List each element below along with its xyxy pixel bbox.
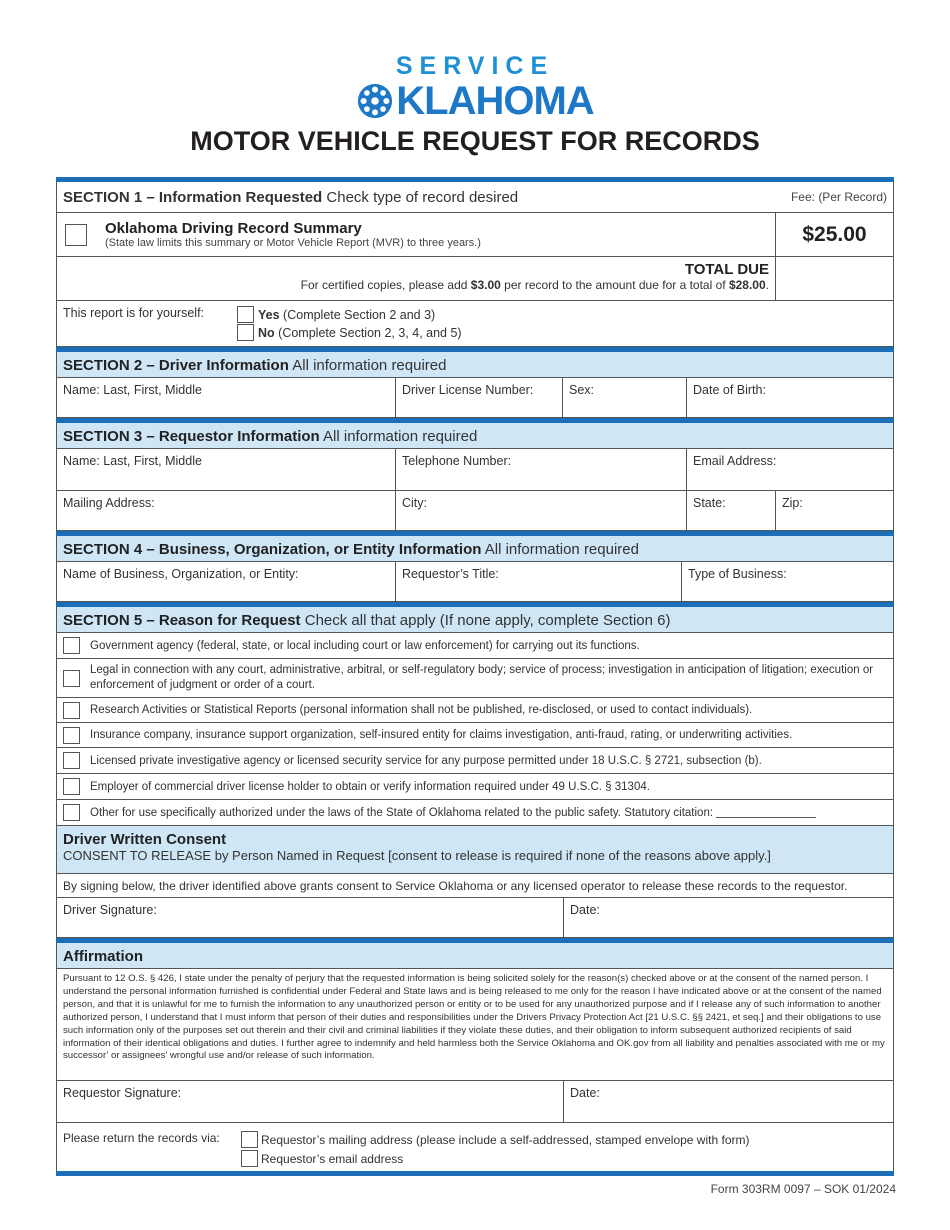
reason-item <box>56 698 894 723</box>
return-email-label: Requestor’s email address <box>261 1151 404 1166</box>
logo-oklahoma-text: KLAHOMA <box>396 79 594 123</box>
return-mail-label: Requestor’s mailing address (please include a self-addressed, stamped envelope with form) <box>261 1132 750 1147</box>
section4-subheading: All information required <box>484 541 639 558</box>
return-method-label: Please return the records via: <box>63 1131 220 1145</box>
section2-subheading: All information required <box>292 357 447 374</box>
business-name-field[interactable]: Name of Business, Organization, or Entity: <box>57 562 396 601</box>
driver-signature-date-field[interactable]: Date: <box>570 903 600 917</box>
service-oklahoma-logo <box>0 52 950 122</box>
fee-label: Fee: (Per Record) <box>790 190 887 204</box>
driver-signature-row <box>56 898 894 938</box>
total-due-row <box>56 257 894 301</box>
self-report-label: This report is for yourself: <box>63 306 205 320</box>
statutory-citation-field[interactable] <box>716 808 816 818</box>
section5-subheading: Check all that apply (If none apply, complete Section 6) <box>304 612 671 629</box>
reason-label: Employer of commercial driver license holder to obtain or verify information required under 49 U.S.C. § 31304. <box>90 780 650 793</box>
reason-government-checkbox[interactable] <box>63 637 80 654</box>
record-option-row <box>56 213 894 257</box>
section1-header <box>56 182 894 213</box>
reason-label: Legal in connection with any court, administrative, arbitral, or self-regulatory body; service of process; investigation in anticipation of litigation; execution or enforcement of judgment or order of a court. <box>90 664 874 691</box>
driver-sex-field[interactable]: Sex: <box>563 378 687 417</box>
section3-header <box>56 423 894 449</box>
self-no-label: No <box>258 325 275 340</box>
section1-subheading: Check type of record desired <box>326 188 519 206</box>
requestor-signature-row <box>56 1081 894 1123</box>
page-title: MOTOR VEHICLE REQUEST FOR RECORDS <box>190 126 760 156</box>
reason-item <box>56 723 894 748</box>
reason-label: Government agency (federal, state, or local including court or law enforcement) for carrying out its functions. <box>90 639 640 652</box>
section4-header <box>56 536 894 562</box>
section5-header <box>56 607 894 633</box>
driver-license-field[interactable]: Driver License Number: <box>396 378 563 417</box>
reason-legal-checkbox[interactable] <box>63 670 80 687</box>
total-due-label: TOTAL DUE <box>684 261 769 278</box>
consent-header <box>56 826 894 874</box>
reason-label: Other for use specifically authorized under the laws of the State of Oklahoma related to the public safety. Statutory citation: <box>90 806 714 819</box>
business-row <box>56 562 894 602</box>
reason-other-checkbox[interactable] <box>63 804 80 821</box>
requestor-row-2 <box>56 491 894 531</box>
oklahoma-star-icon <box>356 82 394 120</box>
requestor-signature-date-field[interactable]: Date: <box>570 1086 600 1100</box>
logo-service-text: SERVICE <box>395 52 555 80</box>
driver-info-row <box>56 378 894 418</box>
reason-employer-checkbox[interactable] <box>63 778 80 795</box>
reason-label: Licensed private investigative agency or licensed security service for any purpose permitted under 18 U.S.C. § 2721, subsection (b). <box>90 754 762 767</box>
driver-signature-field[interactable]: Driver Signature: <box>57 898 564 937</box>
requestor-email-field[interactable]: Email Address: <box>693 454 777 468</box>
records-request-form <box>56 177 894 1176</box>
requestor-signature-field[interactable]: Requestor Signature: <box>57 1081 564 1122</box>
consent-text: By signing below, the driver identified above grants consent to Service Oklahoma or any licensed operator to release these records to the requestor. <box>56 874 894 898</box>
reason-item <box>56 800 894 826</box>
requestor-zip-field[interactable]: Zip: <box>782 496 803 510</box>
reason-investigative-checkbox[interactable] <box>63 752 80 769</box>
section3-subheading: All information required <box>323 428 478 445</box>
section3-heading: SECTION 3 – Requestor Information <box>63 428 320 445</box>
form-number: Form 303RM 0097 – SOK 01/2024 <box>710 1182 896 1196</box>
driver-name-field[interactable]: Name: Last, First, Middle <box>57 378 396 417</box>
reason-research-checkbox[interactable] <box>63 702 80 719</box>
requestor-address-field[interactable]: Mailing Address: <box>57 491 396 530</box>
affirmation-heading: Affirmation <box>56 943 894 969</box>
self-yes-label: Yes <box>258 307 280 322</box>
requestor-city-field[interactable]: City: <box>396 491 687 530</box>
requestor-row-1 <box>56 449 894 491</box>
reason-label: Insurance company, insurance support organization, self-insured entity for claims investigation, anti-fraud, rating, or underwriting activities. <box>90 729 793 741</box>
form-bottom-border <box>56 1171 894 1176</box>
reason-insurance-checkbox[interactable] <box>63 727 80 744</box>
reason-item <box>56 633 894 659</box>
self-yes-checkbox[interactable] <box>237 306 254 323</box>
requestor-state-field[interactable]: State: <box>687 491 776 530</box>
total-due-field[interactable] <box>776 257 893 300</box>
self-yes-note: (Complete Section 2 and 3) <box>283 307 436 322</box>
requestor-name-field[interactable]: Name: Last, First, Middle <box>57 449 396 490</box>
section1-heading: SECTION 1 – Information Requested <box>63 188 323 206</box>
return-mail-checkbox[interactable] <box>241 1131 258 1148</box>
record-price: $25.00 <box>802 222 867 246</box>
consent-heading: Driver Written Consent <box>63 831 227 848</box>
certified-copies-note: For certified copies, please add $3.00 per record to the amount due for a total of $28.00. <box>300 278 769 292</box>
record-name: Oklahoma Driving Record Summary <box>105 220 362 237</box>
return-method-row <box>56 1123 894 1171</box>
business-type-field[interactable]: Type of Business: <box>688 567 787 581</box>
reason-item <box>56 748 894 774</box>
driver-dob-field[interactable]: Date of Birth: <box>693 383 766 397</box>
self-no-note: (Complete Section 2, 3, 4, and 5) <box>278 325 462 340</box>
affirmation-text: Pursuant to 12 O.S. § 426, I state under the penalty of perjury that the requested information is being solicited solely for the reason(s) checked above or at the consent of the named person. I understand the personal information furnished is confidential under Federal and State laws and is being released to me only for the reason I have indicated above or at the consent of the named person, and that it is unlawful for me to furnish the information to any unauthorized person or entity or to be used for any unauthorized purpose and if I release any of such information to another authorized person, I understand that I must inform that person of their duties and responsibilities under the Drivers Privacy Protection Act [21 U.S.C. §§ 2421, et seq.] and their obligations to use such information only of the purposes set out therein and their civil and criminal liabilities if they violate these duties, and their obligation to inform subsequent authorized recipients of said information of their identical obligations and duties. I further agree to indemnify and held harmless both the Service Oklahoma and OK.gov from all liability and penalties associated with me or my successor’ or assignees’ wrongful use and/or release of such information. <box>56 969 894 1081</box>
section2-header <box>56 352 894 378</box>
reason-item <box>56 659 894 698</box>
section5-heading: SECTION 5 – Reason for Request <box>63 612 301 629</box>
requestor-title-field[interactable]: Requestor’s Title: <box>396 562 682 601</box>
reason-label: Research Activities or Statistical Reports (personal information shall not be published, re-disclosed, or used to contact individuals). <box>90 704 753 716</box>
section2-heading: SECTION 2 – Driver Information <box>63 357 289 374</box>
requestor-phone-field[interactable]: Telephone Number: <box>396 449 687 490</box>
section4-heading: SECTION 4 – Business, Organization, or Entity Information <box>63 541 482 558</box>
self-no-checkbox[interactable] <box>237 324 254 341</box>
reason-item <box>56 774 894 800</box>
driving-record-checkbox[interactable] <box>65 224 87 246</box>
self-report-row <box>56 301 894 347</box>
consent-subheading: CONSENT TO RELEASE by Person Named in Request [consent to release is required if none of the reasons above apply.] <box>63 848 771 863</box>
return-email-checkbox[interactable] <box>241 1150 258 1167</box>
record-note: (State law limits this summary or Motor Vehicle Report (MVR) to three years.) <box>105 237 481 249</box>
